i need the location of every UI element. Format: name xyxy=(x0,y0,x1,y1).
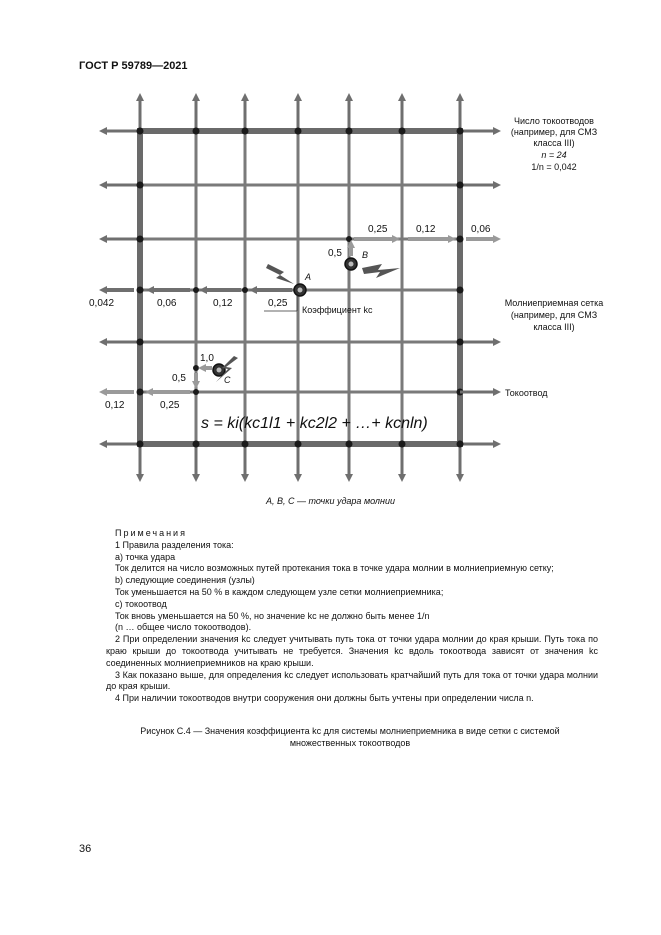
value-a-3: 0,042 xyxy=(89,298,115,309)
note-3: 3 Как показано выше, для определения kc следует использовать кратчайший путь для тока от точки удара молнии до края крыши. xyxy=(106,669,598,692)
value-b-0: 0,5 xyxy=(328,248,342,259)
note-1c-text-2: (n … общее число токоотводов). xyxy=(115,622,252,633)
note-4: 4 При наличии токоотводов внутри сооружения они должны быть учтены при определении числа n. xyxy=(115,693,534,704)
value-a-1: 0,12 xyxy=(213,298,233,309)
standard-header: ГОСТ Р 59789—2021 xyxy=(79,60,188,72)
downconductor-label: Токоотвод xyxy=(505,388,548,398)
point-a-label: A xyxy=(305,272,312,282)
downconductors-label-l3: класса III) xyxy=(533,138,575,148)
value-b-2: 0,12 xyxy=(416,224,436,235)
page-number: 36 xyxy=(79,843,92,855)
value-a-2: 0,06 xyxy=(157,298,177,309)
value-c-3: 0,12 xyxy=(105,400,125,411)
mesh-label-l2: (например, для СМЗ xyxy=(510,310,598,320)
point-c-label: C xyxy=(224,375,231,385)
value-a-0: 0,25 xyxy=(268,298,288,309)
note-1b-text: Ток уменьшается на 50 % в каждом следующем узле сетки молниеприемника; xyxy=(115,586,444,597)
current-path-c xyxy=(103,368,497,392)
note-1b: b) следующие соединения (узлы) xyxy=(115,575,255,586)
value-c-0: 1,0 xyxy=(200,353,214,364)
coefficient-label: Коэффициент kc xyxy=(302,305,373,315)
downconductors-label-l5: 1/n = 0,042 xyxy=(531,162,577,172)
note-2: 2 При определении значения kc следует учитывать путь тока от точки удара молнии до края крыши. Путь тока по краю крыши до токоотвода учитывать не требуется. Значения kc вдоль токоотвода зависят от значения kc соединенных молниеприемников на краю крыши. xyxy=(106,634,598,668)
notes-block xyxy=(106,528,598,705)
note-1a-text: Ток делится на число возможных путей протекания тока в точке удара молнии в молниеприемную сетку; xyxy=(115,563,554,574)
value-c-2: 0,25 xyxy=(160,400,180,411)
note-1c-text: Ток вновь уменьшается на 50 %, но значение kc не должно быть менее 1/n xyxy=(115,610,430,621)
note-1a: а) точка удара xyxy=(115,551,176,562)
current-path-b xyxy=(351,239,497,256)
mesh-label-l1: Молниеприемная сетка xyxy=(504,298,604,308)
note-1c: с) токоотвод xyxy=(115,598,167,609)
value-c-1: 0,5 xyxy=(172,373,186,384)
downconductors-label-l4: n = 24 xyxy=(541,150,567,160)
mesh-label-l3: класса III) xyxy=(533,322,575,332)
current-formula: s = ki(kc1l1 + kc2l2 + …+ kcnln) xyxy=(201,415,428,432)
downconductors-label-l2: (например, для СМЗ xyxy=(510,127,598,137)
lightning-a-icon xyxy=(266,264,294,284)
point-b-label: B xyxy=(362,250,369,260)
lightning-b-icon xyxy=(362,264,400,278)
value-b-1: 0,25 xyxy=(368,224,388,235)
note-1: 1 Правила разделения тока: xyxy=(115,539,234,550)
downconductors-label-l1: Число токоотводов xyxy=(514,116,594,126)
figure-title: Рисунок С.4 — Значения коэффициента kc для системы молниеприемника в виде сетки с системой множественных токоотводов xyxy=(140,726,560,748)
value-b-3: 0,06 xyxy=(471,224,491,235)
notes-title: Примечания xyxy=(115,528,187,538)
figure-caption: A, B, C — точки удара молнии xyxy=(266,496,395,506)
